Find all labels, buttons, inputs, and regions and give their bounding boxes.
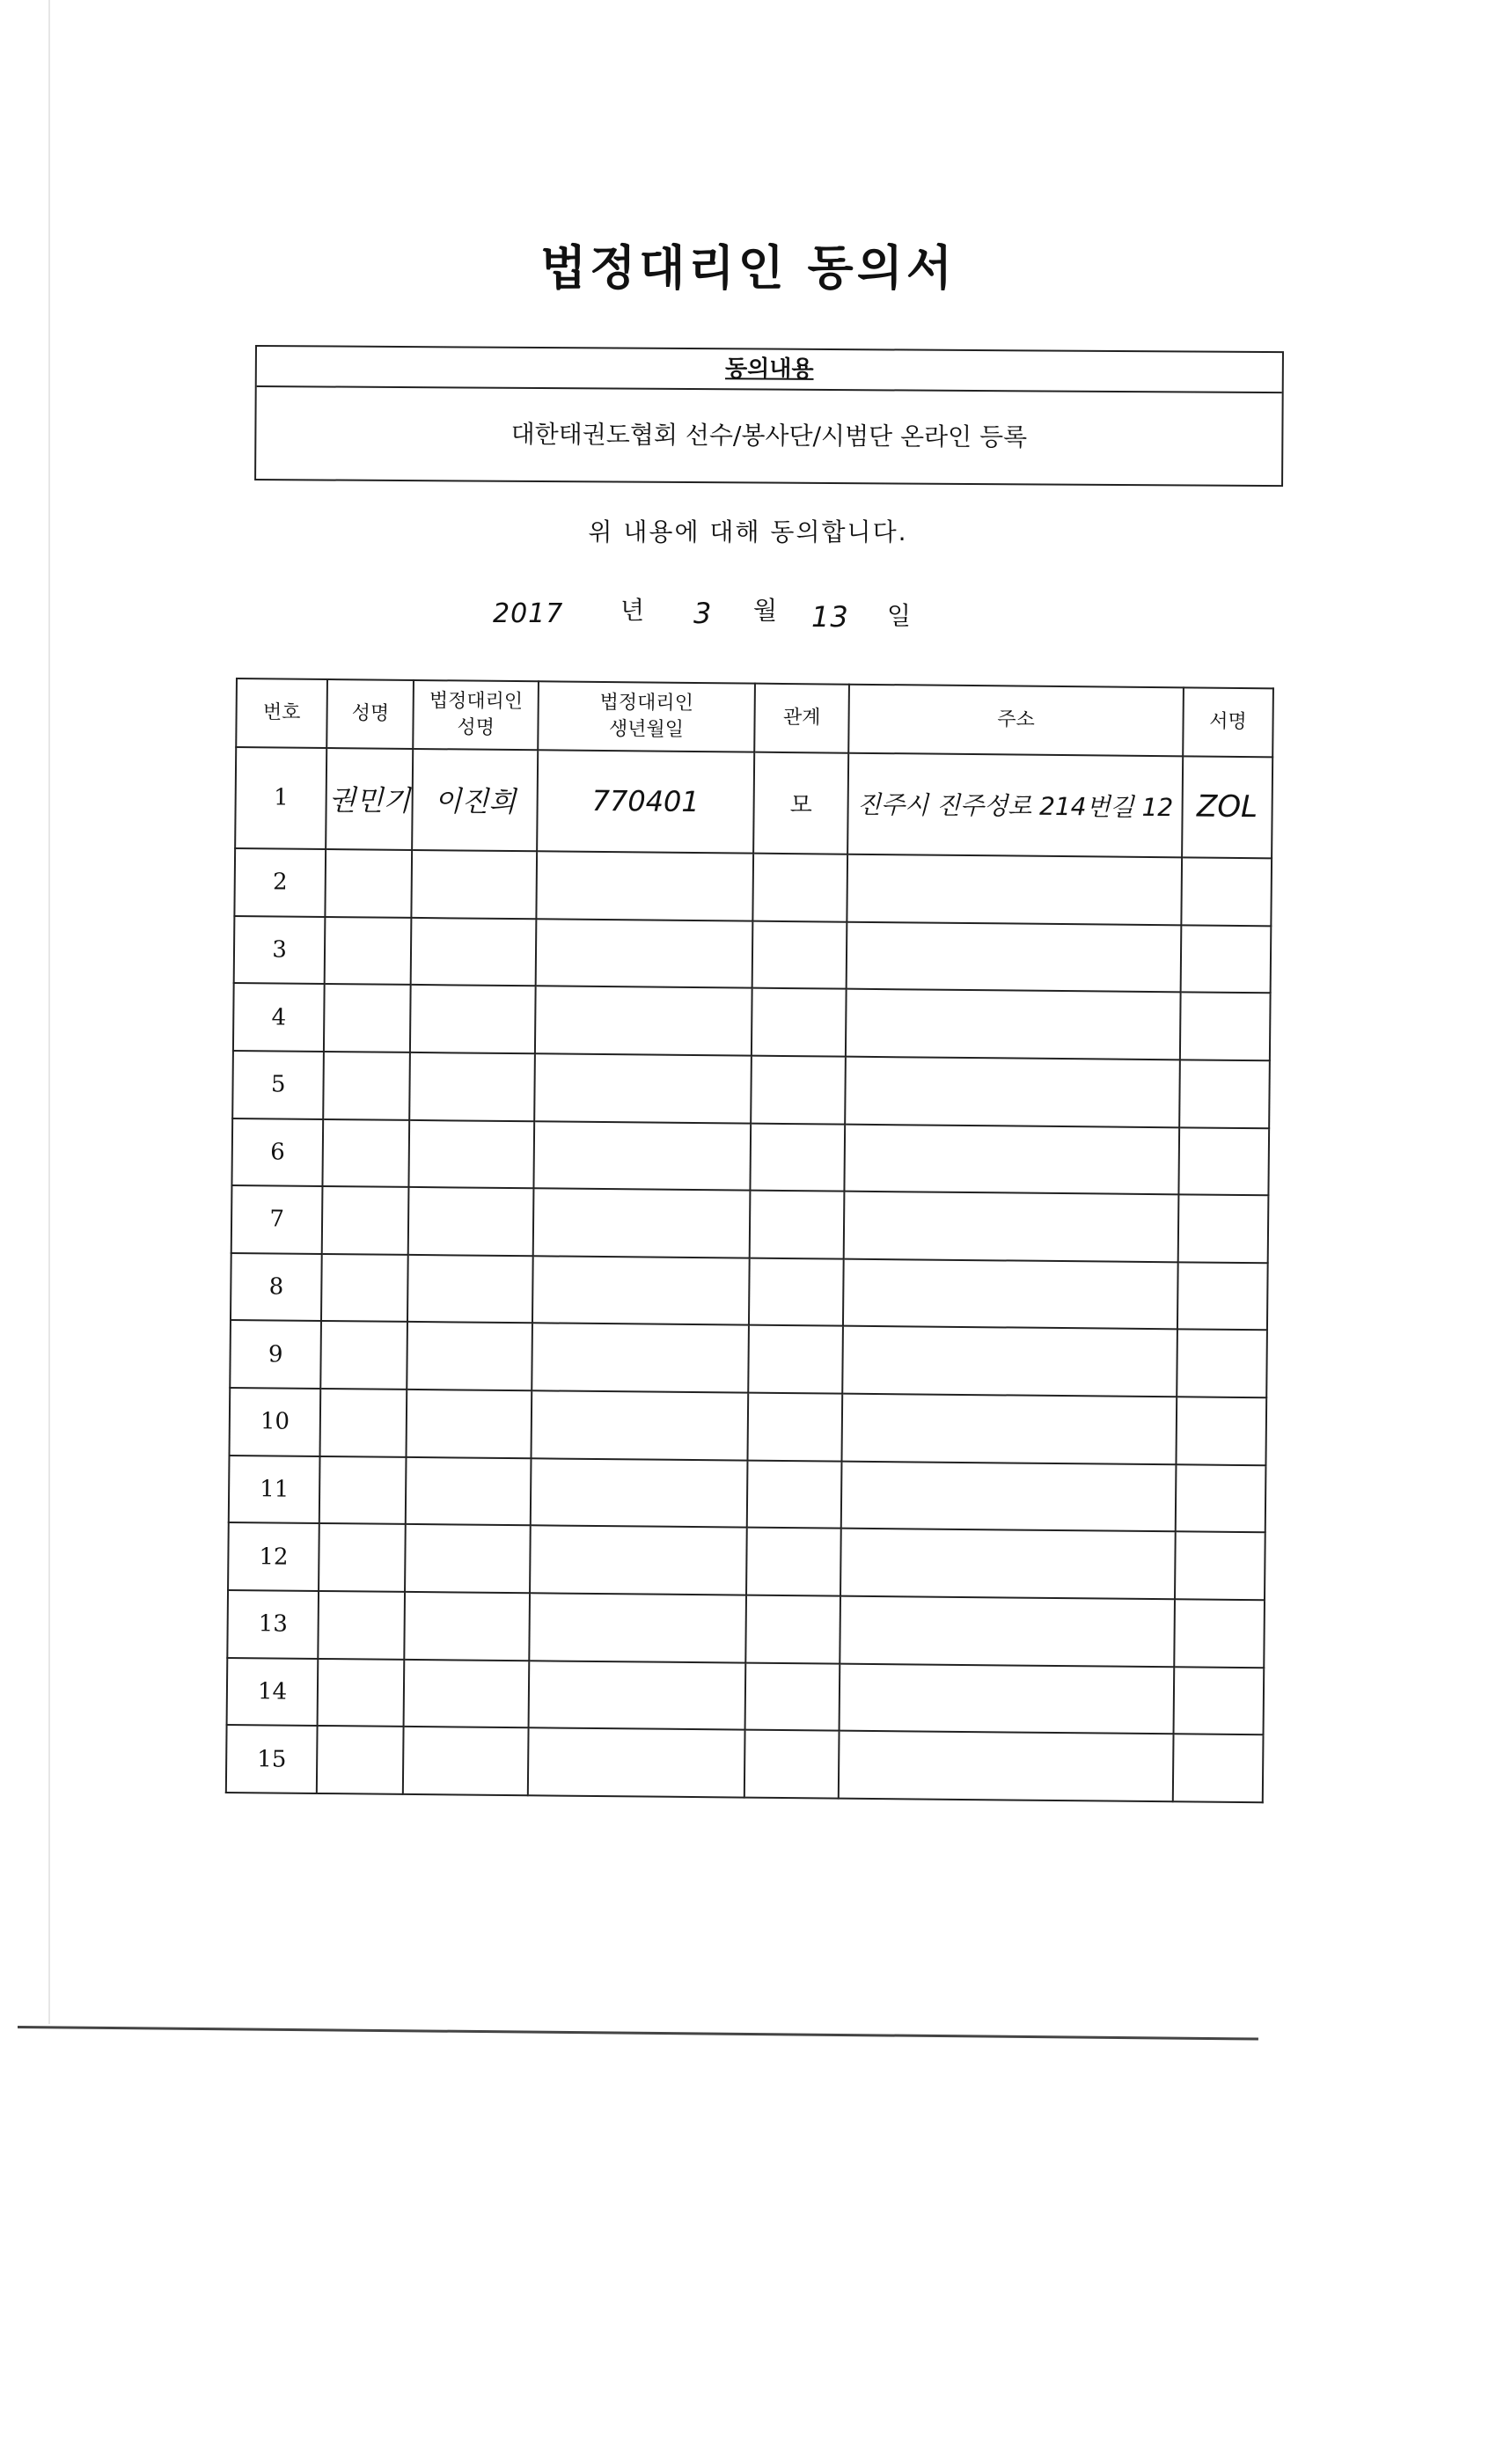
row-name xyxy=(320,1389,407,1457)
row-guardian-name xyxy=(409,1119,534,1188)
table-row xyxy=(228,1522,1265,1600)
row-guardian-name xyxy=(407,1255,532,1324)
header-address: 주소 xyxy=(848,685,1183,757)
date-month-unit: 월 xyxy=(753,596,778,625)
row-guardian-birth xyxy=(530,1526,747,1595)
header-guardian-birth: 법정대리인 생년월일 xyxy=(538,681,755,752)
row-relation xyxy=(748,1325,843,1394)
table-row xyxy=(229,1456,1266,1533)
row-relation xyxy=(747,1393,842,1462)
row-number: 6 xyxy=(231,1118,323,1187)
row-signature xyxy=(1174,1599,1265,1668)
row-relation xyxy=(751,1056,846,1125)
table-row xyxy=(235,747,1272,858)
row-number: 10 xyxy=(230,1388,321,1456)
row-guardian-name xyxy=(412,850,537,919)
row-guardian-birth xyxy=(528,1728,745,1798)
row-guardian-name xyxy=(406,1457,531,1526)
row-address xyxy=(842,1394,1177,1464)
row-signature xyxy=(1180,925,1271,994)
date-day-unit: 일 xyxy=(887,601,912,630)
row-address xyxy=(840,1529,1175,1599)
row-address xyxy=(844,1192,1178,1262)
table-row xyxy=(231,1118,1269,1196)
row-address xyxy=(846,989,1180,1060)
row-name xyxy=(323,1052,410,1120)
row-signature xyxy=(1175,1464,1265,1533)
header-relation: 관계 xyxy=(754,684,849,753)
row-signature xyxy=(1177,1330,1267,1398)
header-signature: 서명 xyxy=(1183,687,1273,757)
row-guardian-birth xyxy=(532,1256,750,1325)
row-signature xyxy=(1173,1734,1264,1803)
table-row xyxy=(230,1320,1267,1397)
row-guardian-birth xyxy=(535,986,752,1056)
row-signature xyxy=(1180,993,1271,1061)
row-address: 진주시 진주성로 214번길 12 xyxy=(847,753,1183,858)
row-guardian-name xyxy=(410,1052,535,1121)
table-row xyxy=(230,1388,1267,1465)
document-title: 법정대리인 동의서 xyxy=(539,239,957,296)
row-guardian-birth xyxy=(532,1390,749,1460)
row-number: 1 xyxy=(235,747,326,849)
row-guardian-birth xyxy=(533,1121,751,1191)
row-number: 2 xyxy=(234,848,326,917)
row-guardian-birth xyxy=(536,919,753,988)
row-number: 9 xyxy=(230,1320,321,1389)
table-row xyxy=(227,1590,1265,1668)
agree-statement: 위 내용에 대해 동의합니다. xyxy=(588,517,908,546)
row-relation xyxy=(744,1730,840,1799)
row-relation xyxy=(750,1191,845,1259)
row-address xyxy=(842,1326,1177,1397)
consent-body: 대한태권도협회 선수/봉사단/시범단 온라인 등록 xyxy=(510,419,1028,452)
row-name xyxy=(321,1254,408,1323)
row-number: 7 xyxy=(231,1185,323,1254)
row-name: 권민기 xyxy=(326,748,413,850)
row-signature xyxy=(1177,1194,1268,1263)
row-signature xyxy=(1176,1397,1266,1465)
table-row xyxy=(234,916,1272,994)
row-name xyxy=(319,1456,407,1525)
table-row xyxy=(233,983,1271,1060)
row-number: 8 xyxy=(231,1253,322,1322)
row-guardian-birth xyxy=(529,1593,746,1662)
row-address xyxy=(839,1731,1173,1801)
row-name xyxy=(320,1321,407,1390)
row-number: 13 xyxy=(227,1590,319,1659)
row-relation xyxy=(746,1528,841,1596)
row-number: 15 xyxy=(226,1725,318,1793)
row-name xyxy=(317,1726,404,1794)
row-guardian-birth xyxy=(531,1458,748,1528)
row-guardian-birth xyxy=(529,1661,746,1730)
row-address xyxy=(847,921,1181,992)
bottom-rule xyxy=(18,2026,1258,2041)
row-name xyxy=(318,1659,405,1727)
row-name xyxy=(326,849,413,918)
row-signature: ZOL xyxy=(1182,756,1272,858)
row-guardian-name: 이진희 xyxy=(413,749,539,851)
row-address xyxy=(840,1596,1175,1667)
row-guardian-name xyxy=(411,918,536,986)
consent-header: 동의내용 xyxy=(257,347,1282,393)
date-row xyxy=(493,591,1021,644)
row-guardian-name xyxy=(404,1660,529,1728)
row-signature xyxy=(1181,857,1272,926)
row-guardian-name xyxy=(407,1322,532,1390)
row-address xyxy=(841,1461,1176,1531)
row-relation xyxy=(752,988,847,1057)
row-signature xyxy=(1177,1262,1268,1331)
row-guardian-birth xyxy=(536,851,753,920)
row-address xyxy=(845,1057,1179,1127)
row-guardian-birth xyxy=(533,1188,751,1258)
row-number: 5 xyxy=(232,1051,324,1119)
row-name xyxy=(319,1591,406,1660)
date-day: 13 xyxy=(811,600,849,634)
row-name xyxy=(324,984,411,1052)
row-name xyxy=(322,1186,409,1255)
row-guardian-name xyxy=(405,1592,530,1661)
consent-box xyxy=(254,345,1284,487)
row-relation xyxy=(745,1662,840,1731)
table-row xyxy=(227,1658,1265,1735)
row-number: 4 xyxy=(233,983,325,1052)
row-guardian-name xyxy=(407,1390,532,1458)
row-relation: 모 xyxy=(753,752,848,854)
row-relation xyxy=(752,854,847,922)
header-no: 번호 xyxy=(236,678,327,748)
row-guardian-birth xyxy=(534,1053,752,1123)
row-guardian-name xyxy=(403,1727,528,1795)
header-guardian-name: 법정대리인 성명 xyxy=(414,680,539,750)
row-name xyxy=(323,1118,410,1187)
row-address xyxy=(840,1663,1174,1734)
table-row xyxy=(234,848,1272,926)
table-row xyxy=(231,1185,1269,1263)
row-guardian-name xyxy=(405,1524,530,1593)
row-number: 12 xyxy=(228,1522,319,1591)
table-header-row xyxy=(236,678,1273,757)
row-number: 3 xyxy=(234,916,326,985)
row-signature xyxy=(1175,1532,1265,1601)
row-guardian-birth xyxy=(532,1324,749,1393)
row-address xyxy=(843,1258,1177,1329)
row-address xyxy=(847,854,1182,925)
row-relation xyxy=(750,1123,845,1192)
row-relation xyxy=(749,1258,844,1326)
row-name xyxy=(319,1523,406,1592)
header-name: 성명 xyxy=(326,679,414,749)
row-signature xyxy=(1173,1667,1264,1735)
row-name xyxy=(325,917,412,986)
row-number: 11 xyxy=(229,1456,320,1524)
row-guardian-name xyxy=(408,1187,533,1256)
table-row xyxy=(232,1051,1270,1128)
table-row xyxy=(231,1253,1268,1331)
date-year-unit: 년 xyxy=(620,596,645,625)
table-row xyxy=(226,1725,1264,1802)
row-guardian-birth: 770401 xyxy=(537,750,754,853)
row-address xyxy=(845,1124,1179,1194)
date-month: 3 xyxy=(693,597,713,630)
row-number: 14 xyxy=(227,1658,319,1727)
row-relation xyxy=(745,1595,840,1664)
consent-table xyxy=(225,678,1274,1803)
date-year: 2017 xyxy=(493,598,564,629)
row-relation xyxy=(752,920,847,989)
row-guardian-name xyxy=(410,985,535,1053)
row-signature xyxy=(1179,1060,1270,1128)
row-signature xyxy=(1178,1127,1269,1196)
row-relation xyxy=(747,1460,842,1529)
scan-edge xyxy=(48,0,50,2024)
